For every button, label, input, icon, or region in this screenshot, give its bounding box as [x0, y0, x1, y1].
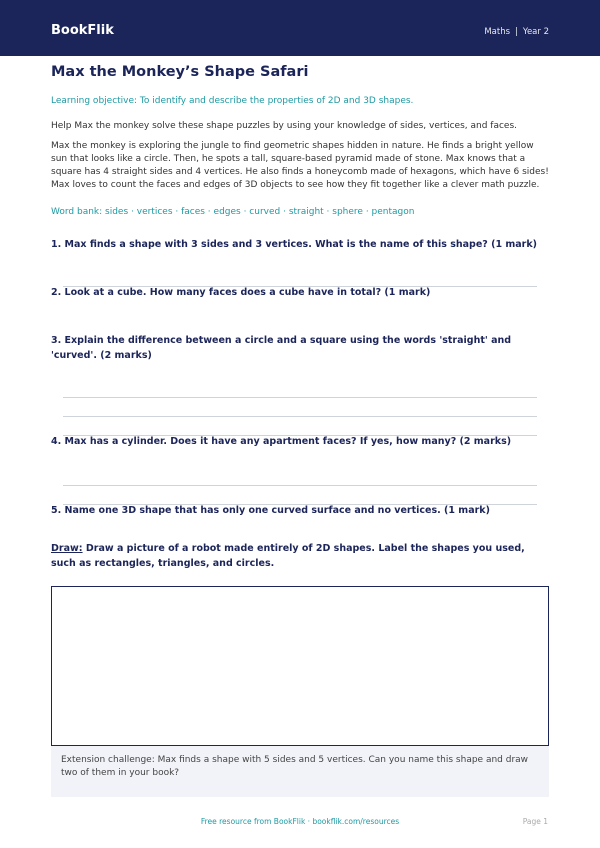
question-5: 5. Name one 3D shape that has only one curved surface and no vertices. (1 mark): [51, 505, 490, 516]
answer-line[interactable]: [63, 416, 537, 417]
drawing-area[interactable]: [51, 586, 549, 746]
question-2: 2. Look at a cube. How many faces does a cube have in total? (1 mark): [51, 287, 431, 298]
answer-line[interactable]: [63, 485, 537, 486]
worksheet-title: Max the Monkey’s Shape Safari: [51, 64, 309, 80]
question-4: 4. Max has a cylinder. Does it have any apartment faces? If yes, how many? (2 marks): [51, 436, 512, 447]
page-number: Page 1: [522, 817, 548, 826]
learning-objective: Learning objective: To identify and describe the properties of 2D and 3D shapes.: [51, 96, 414, 106]
word-bank: Word bank: sides · vertices · faces · edges · curved · straight · sphere · pentagon: [51, 207, 415, 217]
brand-logo: BookFlik: [51, 23, 114, 38]
intro-text: Help Max the monkey solve these shape puzzles by using your knowledge of sides, vertices, and faces.: [51, 121, 518, 131]
year-label: Year 2: [522, 27, 549, 37]
story-text: Max the monkey is exploring the jungle to find geometric shapes hidden in nature. He finds a bright yellow sun that looks like a circle. Then, he spots a tall, square-based pyramid made of stone. Max knows that a square has 4 straight sides and 4 vertices. He also finds a honeycomb made of hexagons, which have 6 sides! Max loves to count the faces and edges of 3D objects to see how they fit together like a clever math puzzle.: [51, 141, 549, 190]
page-header: [0, 0, 600, 56]
meta-separator: |: [515, 27, 518, 37]
question-1: 1. Max finds a shape with 3 sides and 3 vertices. What is the name of this shape? (1 mark): [51, 239, 538, 250]
header-meta: [484, 27, 549, 37]
answer-line[interactable]: [63, 397, 537, 398]
subject-label: Maths: [484, 27, 511, 37]
draw-instructions: Draw a picture of a robot made entirely of 2D shapes. Label the shapes you used, such as rectangles, triangles, and circles.: [51, 543, 525, 569]
draw-label: Draw:: [51, 543, 83, 554]
extension-challenge: Extension challenge: Max finds a shape with 5 sides and 5 vertices. Can you name this shape and draw two of them in your book?: [51, 746, 549, 797]
footer-text[interactable]: Free resource from BookFlik · bookflik.com/resources: [200, 817, 400, 826]
draw-prompt: [51, 541, 551, 571]
question-3: 3. Explain the difference between a circle and a square using the words 'straight' and 'curved'. (2 marks): [51, 335, 512, 361]
